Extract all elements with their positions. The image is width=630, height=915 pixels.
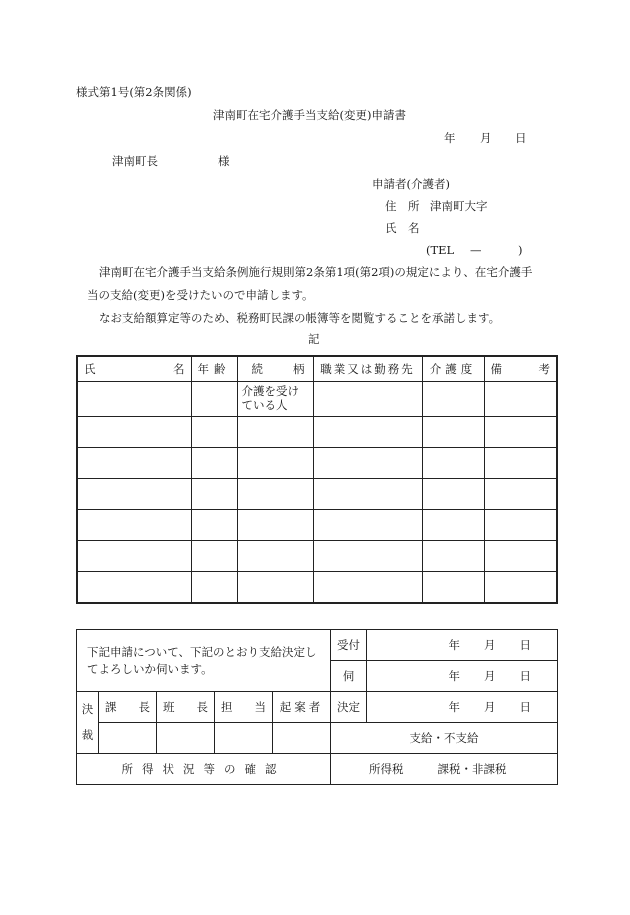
- office-use-table: [76, 629, 558, 785]
- office-row-approval-header: [77, 692, 558, 723]
- cell-age[interactable]: [191, 572, 237, 604]
- cell-name[interactable]: [77, 382, 191, 417]
- tel-open: (TEL: [426, 243, 455, 257]
- cell-care-level[interactable]: [422, 541, 484, 572]
- cell-occupation[interactable]: [313, 572, 422, 604]
- body-line-3: なお支給額算定等のため、税務町民課の帳簿等を閲覧することを承諾します。: [99, 311, 501, 325]
- cell-care-level[interactable]: [422, 510, 484, 541]
- form-number: 様式第1号(第2条関係): [76, 85, 192, 99]
- cell-age[interactable]: [191, 510, 237, 541]
- taxable-choice: 課税・非課税: [437, 761, 507, 776]
- cell-relation[interactable]: [237, 417, 313, 448]
- seal-box-tanto[interactable]: [215, 723, 273, 754]
- request-text: 下記申請について、下記のとおり支給決定してよろしいか伺います。: [77, 630, 331, 692]
- cell-care-level[interactable]: [422, 382, 484, 417]
- header-name: 氏 名: [77, 356, 191, 382]
- seal-box-kiansha[interactable]: [273, 723, 331, 754]
- cell-occupation[interactable]: [313, 448, 422, 479]
- name-label: 氏 名: [385, 221, 420, 235]
- header-remarks: 備 考: [484, 356, 557, 382]
- seal-tanto: 担 当: [215, 692, 273, 723]
- cell-occupation[interactable]: [313, 479, 422, 510]
- office-row-income: [77, 754, 558, 785]
- ukagai-label: 伺: [331, 661, 367, 692]
- cell-age[interactable]: [191, 479, 237, 510]
- cell-relation[interactable]: [237, 510, 313, 541]
- cell-relation[interactable]: [237, 479, 313, 510]
- cell-age[interactable]: [191, 417, 237, 448]
- cell-age[interactable]: [191, 382, 237, 417]
- cell-remarks[interactable]: [484, 417, 557, 448]
- office-row-reception: [77, 630, 558, 661]
- table-row: [77, 479, 557, 510]
- cell-care-level[interactable]: [422, 479, 484, 510]
- income-tax-label: 所得税: [369, 761, 404, 776]
- table-header-row: [77, 356, 557, 382]
- cell-name[interactable]: [77, 448, 191, 479]
- cell-remarks[interactable]: [484, 382, 557, 417]
- cell-remarks[interactable]: [484, 510, 557, 541]
- addressee-name: 津南町長: [112, 154, 158, 168]
- table-row: [77, 541, 557, 572]
- date-day: 日: [515, 131, 527, 145]
- table-row: [77, 510, 557, 541]
- cell-name[interactable]: [77, 417, 191, 448]
- cell-occupation[interactable]: [313, 382, 422, 417]
- applicant-label: 申請者(介護者): [372, 177, 450, 191]
- date-month: 月: [480, 131, 492, 145]
- tel-close: ): [518, 243, 523, 257]
- family-table: [76, 355, 558, 604]
- cell-remarks[interactable]: [484, 448, 557, 479]
- cell-name[interactable]: [77, 572, 191, 604]
- table-row: [77, 572, 557, 604]
- date-year: 年: [444, 131, 456, 145]
- cell-remarks[interactable]: [484, 479, 557, 510]
- payment-decision: 支給・不支給: [331, 723, 558, 754]
- cell-name[interactable]: [77, 479, 191, 510]
- header-relation: 続 柄: [237, 356, 313, 382]
- address-value: 津南町大字: [430, 199, 488, 213]
- cell-age[interactable]: [191, 541, 237, 572]
- uketsuke-date: 年 月 日: [367, 630, 558, 661]
- seal-kacho: 課 長: [99, 692, 157, 723]
- form-title: 津南町在宅介護手当支給(変更)申請書: [213, 108, 406, 122]
- header-age: 年齢: [191, 356, 237, 382]
- kettei-date: 年 月 日: [367, 692, 558, 723]
- header-care-level: 介護度: [422, 356, 484, 382]
- uketsuke-label: 受付: [331, 630, 367, 661]
- kessai-label: 決裁: [77, 692, 99, 754]
- header-occupation: 職業又は勤務先: [313, 356, 422, 382]
- table-row: [77, 382, 557, 417]
- body-line-1: 津南町在宅介護手当支給条例施行規則第2条第1項(第2項)の規定により、在宅介護手: [99, 265, 533, 279]
- cell-occupation[interactable]: [313, 541, 422, 572]
- cell-name[interactable]: [77, 541, 191, 572]
- income-check-label: 所得状況等の確認: [77, 754, 331, 785]
- cell-relation[interactable]: [237, 448, 313, 479]
- body-line-2: 当の支給(変更)を受けたいので申請します。: [87, 288, 314, 302]
- ukagai-date: 年 月 日: [367, 661, 558, 692]
- cell-occupation[interactable]: [313, 510, 422, 541]
- seal-box-hancho[interactable]: [157, 723, 215, 754]
- cell-relation[interactable]: [237, 572, 313, 604]
- kettei-label: 決定: [331, 692, 367, 723]
- cell-age[interactable]: [191, 448, 237, 479]
- office-row-seals: [77, 723, 558, 754]
- income-tax-cell: [331, 754, 558, 785]
- seal-kiansha: 起案者: [273, 692, 331, 723]
- cell-name[interactable]: [77, 510, 191, 541]
- seal-box-kacho[interactable]: [99, 723, 157, 754]
- table-row: [77, 417, 557, 448]
- cell-remarks[interactable]: [484, 572, 557, 604]
- seal-hancho: 班 長: [157, 692, 215, 723]
- address-label: 住 所: [385, 199, 420, 213]
- cell-remarks[interactable]: [484, 541, 557, 572]
- cell-care-level[interactable]: [422, 572, 484, 604]
- cell-relation-care-recipient: 介護を受けている人: [237, 382, 313, 417]
- cell-care-level[interactable]: [422, 448, 484, 479]
- addressee-suffix: 様: [218, 154, 230, 168]
- cell-occupation[interactable]: [313, 417, 422, 448]
- table-row: [77, 448, 557, 479]
- tel-dash: —: [470, 243, 482, 257]
- cell-care-level[interactable]: [422, 417, 484, 448]
- cell-relation[interactable]: [237, 541, 313, 572]
- ki-label: 記: [308, 332, 320, 346]
